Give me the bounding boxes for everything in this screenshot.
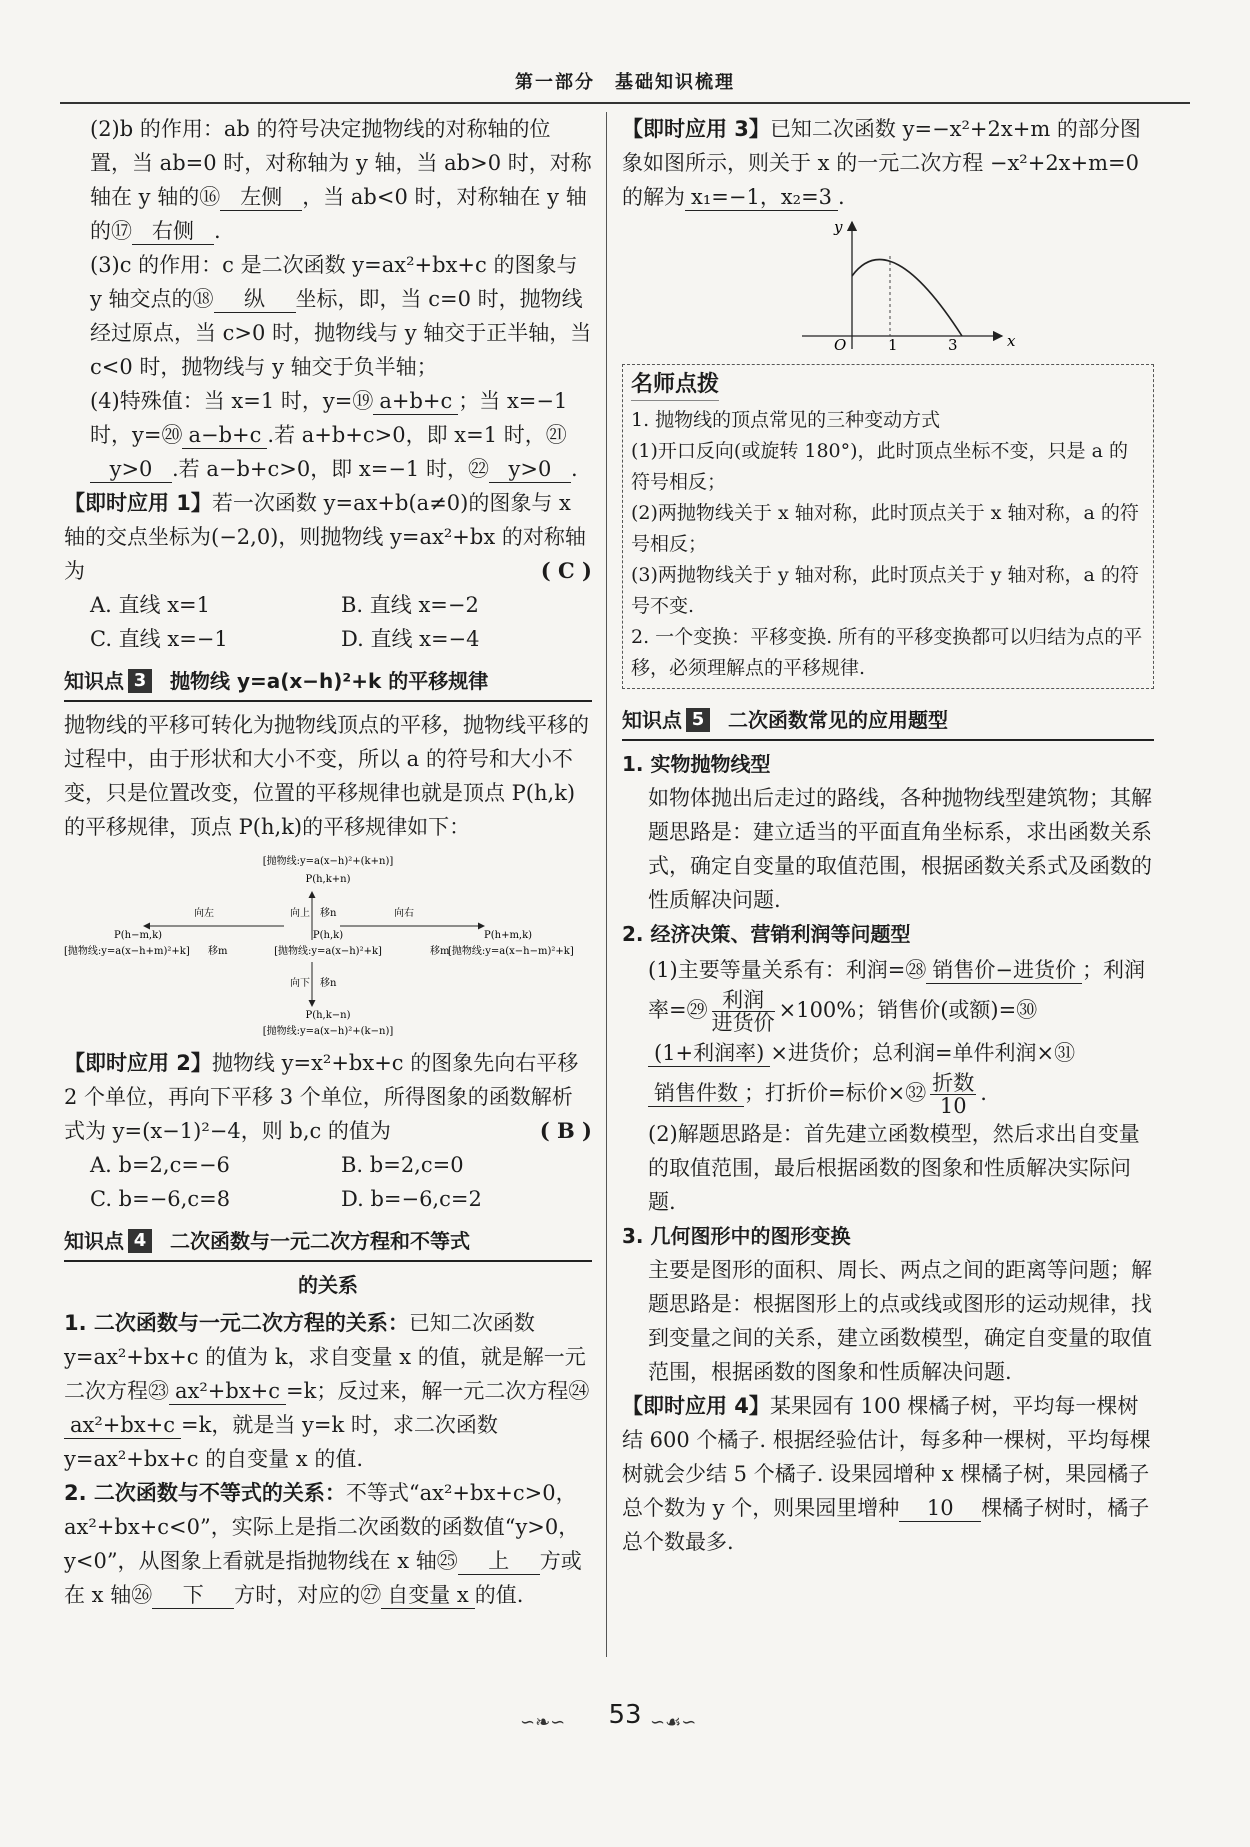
- diag-right-label: 向右: [394, 908, 414, 919]
- option-b: B. 直线 x=−2: [341, 593, 479, 617]
- section-1-text: 如物体抛出后走过的路线，各种抛物线型建筑物；其解题思路是：建立适当的平面直角坐标系，求出函数关系式，确定自变量的取值范围，根据函数关系式及函数的性质解决问题.: [648, 786, 1152, 912]
- option-b: B. b=2,c=0: [341, 1153, 464, 1177]
- blank-18: 纵: [214, 286, 296, 313]
- blank-32-fraction: $\frac{\text{折数}}{10}$: [932, 1071, 975, 1118]
- application-4-answer: 10: [899, 1495, 981, 1522]
- blank-22: y>0: [489, 456, 571, 483]
- application-2: 【即时应用 2】抛物线 y=x²+bx+c 的图象先向右平移 2 个单位，再向下平移 3 个单位，所得图象的函数解析式为 y=(x−1)²−4，则 b,c 的值为 ( B ): [64, 1046, 592, 1148]
- blank-25: 上: [458, 1548, 540, 1575]
- diag-right-eq: [抛物线:y=a(x−h−m)²+k]: [448, 946, 574, 957]
- kp4-item-2: 2. 二次函数与不等式的关系：不等式“ax²+bx+c>0，ax²+bx+c<0”，实际上是指二次函数的函数值“y>0，y<0”，从图象上看就是指抛物线在 x 轴㉕ 上 方或在 x 轴㉖ 下 方时，对应的㉗ 自变量 x 的值.: [64, 1481, 582, 1607]
- special-values-paragraph: (4)特殊值：当 x=1 时，y=⑲ a+b+c ；当 x=−1 时，y=⑳ a−b+c .若 a+b+c>0，即 x=1 时，㉑y>0 .若 a−b+c>0，即 x=−1 时，㉒ y>0 .: [90, 389, 578, 481]
- c-role-paragraph: (3)c 的作用：c 是二次函数 y=ax²+bx+c 的图象与 y 轴交点的⑱ 纵 坐标，即，当 c=0 时，抛物线经过原点，当 c>0 时，抛物线与 y 轴交于正半轴，当 c<0 时，抛物线与 y 轴交于负半轴；: [90, 253, 592, 379]
- application-2-options-row1: [64, 1148, 592, 1182]
- diag-down-label: 向下: [290, 978, 310, 989]
- application-3-answer: x₁=−1，x₂=3: [685, 184, 838, 211]
- blank-23: ax²+bx+c: [169, 1378, 286, 1405]
- option-d: D. b=−6,c=2: [341, 1187, 482, 1211]
- diag-right-move: 移m: [430, 946, 450, 957]
- diag-up-move: 移n: [320, 908, 337, 919]
- left-column: [64, 112, 592, 1612]
- option-d: D. 直线 x=−4: [341, 627, 480, 651]
- tip-line: (2)两抛物线关于 x 轴对称，此时顶点关于 x 轴对称，a 的符号相反；: [631, 502, 1139, 555]
- diag-top-eq: [抛物线:y=a(x−h)²+(k+n)]: [262, 856, 394, 867]
- section-3-title: 3. 几何图形中的图形变换: [622, 1224, 851, 1248]
- teacher-tips-box: [622, 364, 1154, 689]
- application-4: 【即时应用 4】某果园有 100 棵橘子树，平均每一棵树结 600 个橘子. 根据经验估计，每多种一棵树，平均每棵树就会少结 5 个橘子. 设果园增种 x 棵橘子树，果园橘子总个数为 y 个，则果园里增种 10 棵橘子树时，橘子总个数最多.: [622, 1394, 1151, 1554]
- section-3-text: 主要是图形的面积、周长、两点之间的距离等问题；解题思路是：根据图形上的点或线或图形的运动规律，找到变量之间的关系，建立函数模型，确定自变量的取值范围，根据函数的图象和性质解决问题.: [648, 1258, 1152, 1384]
- knowledge-point-3-heading: 知识点 3 抛物线 y=a(x−h)²+k 的平移规律: [64, 664, 592, 702]
- right-column: [622, 112, 1154, 1559]
- blank-29-fraction: $\frac{\text{利润}}{\text{进货价}}$: [711, 988, 775, 1035]
- graph-origin: O: [834, 336, 847, 354]
- blank-20: a−b+c: [182, 422, 267, 449]
- graph-y-label: y: [834, 218, 843, 236]
- translation-diagram-svg: [64, 850, 592, 1040]
- option-c: C. b=−6,c=8: [90, 1187, 231, 1211]
- graph-tick-1: 1: [888, 336, 898, 354]
- diag-right-point: P(h+m,k): [484, 930, 533, 941]
- kp4-subtitle: 的关系: [298, 1273, 358, 1297]
- page-ornament-right: ∽☙∽: [650, 1712, 697, 1733]
- page-ornament-left: ∽❧∽: [520, 1712, 566, 1733]
- blank-21: y>0: [90, 456, 172, 483]
- application-3: 【即时应用 3】已知二次函数 y=−x²+2x+m 的部分图象如图所示，则关于 x 的一元二次方程 −x²+2x+m=0 的解为 x₁=−1，x₂=3 .: [622, 117, 1141, 209]
- tip-line: (1)开口反向(或旋转 180°)，此时顶点坐标不变，只是 a 的符号相反；: [631, 440, 1128, 493]
- blank-24: ax²+bx+c: [64, 1412, 181, 1439]
- blank-28: 销售价−进货价: [926, 957, 1082, 984]
- graph-x-label: x: [1007, 332, 1016, 350]
- translation-diagram: [64, 850, 592, 1040]
- diag-up-label: 向上: [290, 908, 310, 919]
- diag-down-move: 移n: [320, 978, 337, 989]
- application-2-answer: ( B ): [539, 1118, 592, 1143]
- option-a: A. 直线 x=1: [90, 593, 210, 617]
- section-2-relations: (1)主要等量关系有：利润=㉘ 销售价−进货价 ；利润率=㉙ $\frac{\text{利润}}{\text{进货价}}$ ×100%；销售价(或额)=㉚(1+利润率) ×进货价；总利润=单件利润×㉛销售件数 ；打折价=标价×㉜ $\frac{\text{折数}}{10}$ .: [648, 958, 1145, 1118]
- blank-19: a+b+c: [373, 388, 458, 415]
- diag-top-point: P(h,k+n): [305, 874, 351, 885]
- header-rule: [60, 102, 1190, 104]
- diag-center-eq: [抛物线:y=a(x−h)²+k]: [274, 946, 382, 957]
- blank-17: 右侧: [132, 218, 214, 245]
- section-2-method: (2)解题思路是：首先建立函数模型，然后求出自变量的取值范围，最后根据函数的图象和性质解决实际问题.: [648, 1122, 1140, 1214]
- page-header: [60, 68, 1190, 98]
- application-1: 【即时应用 1】若一次函数 y=ax+b(a≠0)的图象与 x 轴的交点坐标为(−2,0)，则抛物线 y=ax²+bx 的对称轴为 ( C ): [64, 486, 592, 588]
- tip-line: 1. 抛物线的顶点常见的三种变动方式: [631, 409, 941, 431]
- tip-line: (3)两抛物线关于 y 轴对称，此时顶点关于 y 轴对称，a 的符号不变.: [631, 564, 1139, 617]
- tip-line: 2. 一个变换：平移变换. 所有的平移变换都可以归结为点的平移，必须理解点的平移规律.: [631, 626, 1143, 679]
- diag-left-point: P(h−m,k): [114, 930, 163, 941]
- diag-bottom-eq: [抛物线:y=a(x−h)²+(k−n)]: [262, 1026, 394, 1037]
- kp4-item-1: 1. 二次函数与一元二次方程的关系：已知二次函数 y=ax²+bx+c 的值为 k，求自变量 x 的值，就是解一元二次方程㉓ ax²+bx+c =k；反过来，解一元二次方程㉔ax²+bx+c =k，就是当 y=k 时，求二次函数 y=ax²+bx+c 的自变量 x 的值.: [64, 1311, 590, 1471]
- diag-left-move: 移m: [208, 946, 228, 957]
- diag-left-label: 向左: [194, 908, 214, 919]
- application-1-answer: ( C ): [540, 558, 592, 583]
- column-divider: [606, 112, 607, 1657]
- diag-bottom-point: P(h,k−n): [305, 1010, 351, 1021]
- diag-left-eq: [抛物线:y=a(x−h+m)²+k]: [64, 946, 190, 957]
- option-c: C. 直线 x=−1: [90, 627, 228, 651]
- knowledge-point-4-heading: 知识点 4 二次函数与一元二次方程和不等式: [64, 1224, 592, 1262]
- blank-30: (1+利润率): [648, 1040, 770, 1067]
- section-2-title: 2. 经济决策、营销利润等问题型: [622, 922, 911, 946]
- parabola-curve: [852, 260, 962, 336]
- header-title: 第一部分 基础知识梳理: [515, 72, 735, 93]
- application-2-options-row2: [64, 1182, 592, 1216]
- section-1-title: 1. 实物抛物线型: [622, 752, 771, 776]
- b-role-paragraph: (2)b 的作用：ab 的符号决定抛物线的对称轴的位置，当 ab=0 时，对称轴为 y 轴，当 ab>0 时，对称轴在 y 轴的⑯ 左侧 ，当 ab<0 时，对称轴在 y 轴的⑰ 右侧 .: [90, 117, 592, 243]
- graph-tick-3: 3: [948, 336, 958, 354]
- blank-16: 左侧: [220, 184, 302, 211]
- kp3-text: 抛物线的平移可转化为抛物线顶点的平移，抛物线平移的过程中，由于形状和大小不变，所以 a 的符号和大小不变，只是位置改变，位置的平移规律也就是顶点 P(h,k)的平移规律，顶点 P(h,k)的平移规律如下：: [64, 713, 589, 839]
- blank-26: 下: [152, 1582, 234, 1609]
- parabola-graph-svg: [622, 214, 1154, 354]
- application-1-options-row2: [64, 622, 592, 656]
- application-1-options-row1: [64, 588, 592, 622]
- blank-31: 销售件数: [648, 1080, 744, 1107]
- page-number: 53: [608, 1700, 642, 1730]
- blank-27: 自变量 x: [381, 1582, 475, 1609]
- tips-title: 名师点拨: [631, 369, 719, 401]
- option-a: A. b=2,c=−6: [90, 1153, 230, 1177]
- parabola-graph: [622, 214, 1154, 354]
- knowledge-point-5-heading: 知识点 5 二次函数常见的应用题型: [622, 703, 1154, 741]
- diag-center-point: P(h,k): [312, 930, 344, 941]
